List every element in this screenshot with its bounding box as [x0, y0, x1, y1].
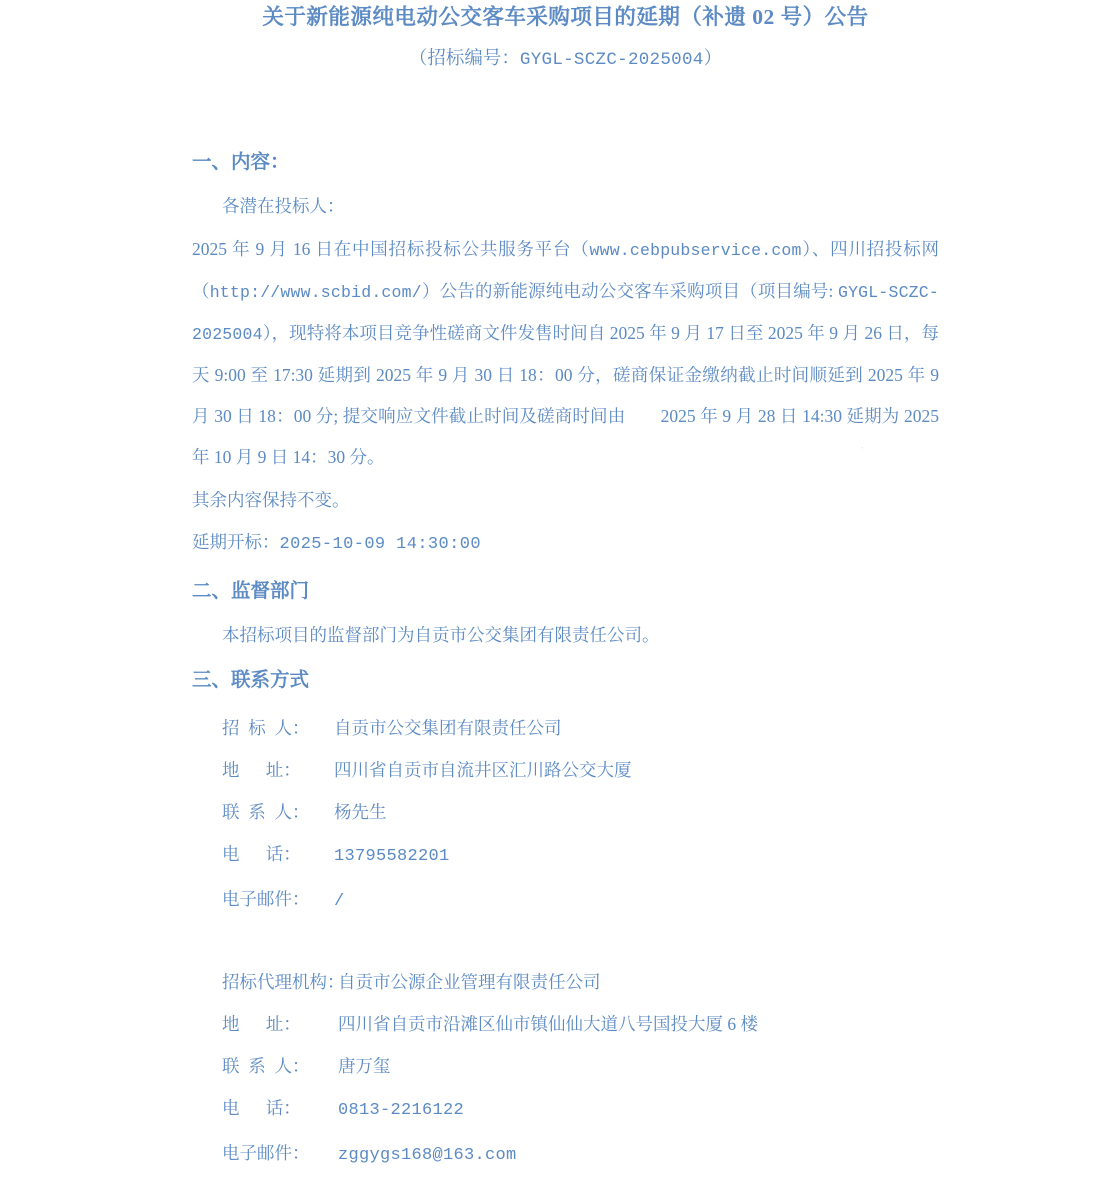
contact-value: zggygs168@163.com [338, 1146, 517, 1165]
contact-row [222, 1132, 939, 1177]
contact-label: 联 系 人： [222, 1056, 310, 1076]
tenderer-contact-block [192, 707, 939, 923]
contact-row [222, 833, 939, 878]
extended-bid-opening-value: 2025-10-09 14:30:00 [279, 535, 481, 554]
contact-value: 杨先生 [334, 802, 387, 822]
contact-row [222, 1087, 939, 1132]
platform-url-scbid: http://www.scbid.com/ [209, 283, 422, 302]
tender-number-code: GYGL-SCZC-2025004 [519, 50, 704, 70]
contact-row [222, 961, 939, 1003]
contact-value: 四川省自贡市自流井区汇川路公交大厦 [334, 760, 632, 780]
contact-row [222, 791, 939, 833]
unchanged-note: 其余内容保持不变。 [192, 490, 350, 510]
scan-artifact-dot: · [860, 440, 865, 455]
contact-label: 电 话： [222, 844, 301, 864]
contact-value: 自贡市公交集团有限责任公司 [334, 718, 562, 738]
contact-row [222, 1045, 939, 1087]
supervision-text-suffix: 。 [642, 625, 660, 645]
section-heading-supervision: 二、监督部门 [192, 581, 310, 602]
agent-contact-block [192, 961, 939, 1177]
content-paragraph-part3: ）公告的新能源纯电动公交客车采购项目（项目编号: [421, 281, 838, 301]
tender-number-suffix: ） [703, 49, 723, 69]
contact-label: 联 系 人： [222, 802, 310, 822]
contact-label: 招标代理机构： [222, 972, 345, 992]
section-heading-content: 一、内容： [192, 152, 290, 173]
contact-value: 自贡市公源企业管理有限责任公司 [338, 972, 601, 992]
content-paragraph-part1: 2025 年 9 月 16 日在中国招标投标公共服务平台（ [192, 239, 590, 259]
contact-row [222, 749, 939, 791]
supervision-department: 自贡市公交集团有限责任公司 [414, 625, 642, 645]
content-paragraph-part4: ），现特将本项目竞争性磋商文件发售时间自 2025 年 9 月 17 日至 2025 年 9 月 26 日，每天 9:00 至 17:30 延期到 2025 年 9 月 30 日 18：00 分，磋商保证金缴纳截止时间顺延到 2025 年 9 月 30 日 18：00 分; 提交响应文件截止时间及磋商时间由 2025 年 9 月 28 日 14:30 延期为 2025 年 10 月 9 日 14：30 分。 [192, 323, 939, 467]
supervision-text [192, 620, 939, 650]
tender-number-prefix: （招标编号： [408, 49, 520, 69]
contact-label: 招 标 人： [222, 718, 310, 738]
contact-label: 电子邮件： [222, 889, 310, 909]
project-code: GYGL-SCZC-2025004 [192, 283, 939, 344]
salutation: 各潜在投标人： [222, 196, 345, 216]
section-heading-contact: 三、联系方式 [192, 670, 310, 691]
contact-label: 电 话： [222, 1098, 301, 1118]
contact-value: / [334, 892, 345, 911]
platform-url-cebpubservice: www.cebpubservice.com [589, 241, 802, 260]
tender-number-line [192, 46, 939, 73]
extended-bid-opening-label: 延期开标： [192, 532, 280, 552]
page-title: 关于新能源纯电动公交客车采购项目的延期（补遗 02 号）公告 [262, 5, 869, 29]
content-paragraph-part2: ）、四川招投标网（ [192, 239, 940, 301]
extended-bid-opening [192, 526, 939, 561]
contact-row [222, 707, 939, 749]
contact-row [222, 878, 939, 923]
contact-row [222, 1003, 939, 1045]
contact-label: 地 址： [222, 1014, 301, 1034]
contact-label: 电子邮件： [222, 1143, 310, 1163]
supervision-text-prefix: 本招标项目的监督部门为 [222, 625, 415, 645]
contact-value: 四川省自贡市沿滩区仙市镇仙仙大道八号国投大厦 6 楼 [338, 1014, 758, 1034]
contact-label: 地 址： [222, 760, 301, 780]
contact-value: 唐万玺 [338, 1056, 391, 1076]
contact-value: 13795582201 [334, 847, 450, 866]
content-paragraph [192, 229, 939, 478]
contact-value: 0813-2216122 [338, 1101, 465, 1120]
